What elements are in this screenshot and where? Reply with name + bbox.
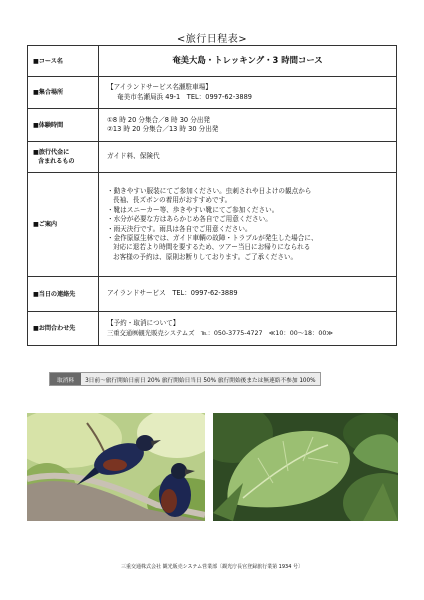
meeting-address: 奄美市名瀬局浜 49-1 TEL：0997-62-3889	[117, 92, 252, 101]
cancellation-fee-label: 取消料	[50, 373, 81, 385]
notes-line-4: ・水分が必要な方はあらかじめ各自でご用意ください。	[107, 215, 272, 224]
hours-row	[28, 109, 397, 142]
notes-line-8: お客様の予約は、原則お断りしております。ご了承ください。	[113, 252, 298, 261]
course-row	[28, 46, 397, 77]
course-name: 奄美大島・トレッキング・3 時間コース	[99, 46, 397, 77]
inquiry-label: ■お問合わせ先	[28, 312, 99, 346]
contact-row	[28, 277, 397, 312]
meeting-label: ■集合場所	[28, 77, 99, 109]
inquiry-value	[99, 312, 397, 346]
included-label-line1: ■旅行代金に	[33, 149, 70, 156]
page-title: <旅行日程表>	[176, 34, 248, 45]
meeting-value	[99, 77, 397, 109]
notes-line-7: 対応に退若より時間を要するため、ツアー当日にお帰りになられる	[113, 243, 311, 252]
notes-line-1: ・動きやすい服装にてご参加ください。虫刺されや日よけの観点から	[107, 186, 312, 195]
hours-label: ■体験時間	[28, 109, 99, 142]
included-label-line2: 含まれるもの	[38, 158, 75, 165]
included-value: ガイド料、保険代	[99, 142, 397, 173]
notes-line-6: ・金作原原生林では、ガイド車輌の故障・トラブルが発生した場合に、	[107, 233, 318, 242]
cancellation-fee-text: 3日前～旅行開始日前日 20% 旅行開始日当日 50% 旅行開始後または無連絡不参加 100%	[81, 373, 320, 385]
contact-value: アイランドサービス TEL：0997-62-3889	[99, 277, 397, 312]
plant-photo	[213, 413, 398, 521]
hours-option-1: ①8 時 20 分集合／8 時 30 分出発	[107, 115, 211, 124]
notes-value	[99, 173, 397, 277]
cancellation-fee-bar	[49, 372, 321, 386]
included-label	[28, 142, 99, 173]
hours-option-2: ②13 時 20 分集合／13 時 30 分出発	[107, 125, 219, 133]
notes-line-2: 長袖、長ズボンの着用がおすすめです。	[113, 196, 232, 205]
bird-photo	[27, 413, 205, 521]
inquiry-details: 三重交通㈱観光販売システムズ ℡：050-3775-4727 ≪10：00～18：00≫	[107, 329, 333, 337]
footer-note: 三重交通株式会社 観光販売システム営業部〔観光庁長官登録旅行業第 1934 号〕	[121, 564, 303, 570]
hours-value	[99, 109, 397, 142]
meeting-place-name: 【アイランドサービス名瀬駐車場】	[107, 83, 212, 92]
notes-line-3: ・靴はスニーカー等、歩きやすい靴にてご参加ください。	[107, 205, 279, 214]
inquiry-row	[28, 312, 397, 346]
inquiry-heading: 【予約・取消について】	[107, 319, 180, 328]
contact-label: ■当日の連絡先	[28, 277, 99, 312]
notes-label: ■ご案内	[28, 173, 99, 277]
notes-row	[28, 173, 397, 277]
course-label: ■コース名	[28, 46, 99, 77]
notes-line-5: ・雨天決行です。雨具は各自でご用意ください。	[107, 224, 252, 233]
itinerary-table	[27, 45, 397, 346]
included-row	[28, 142, 397, 173]
meeting-row	[28, 77, 397, 109]
